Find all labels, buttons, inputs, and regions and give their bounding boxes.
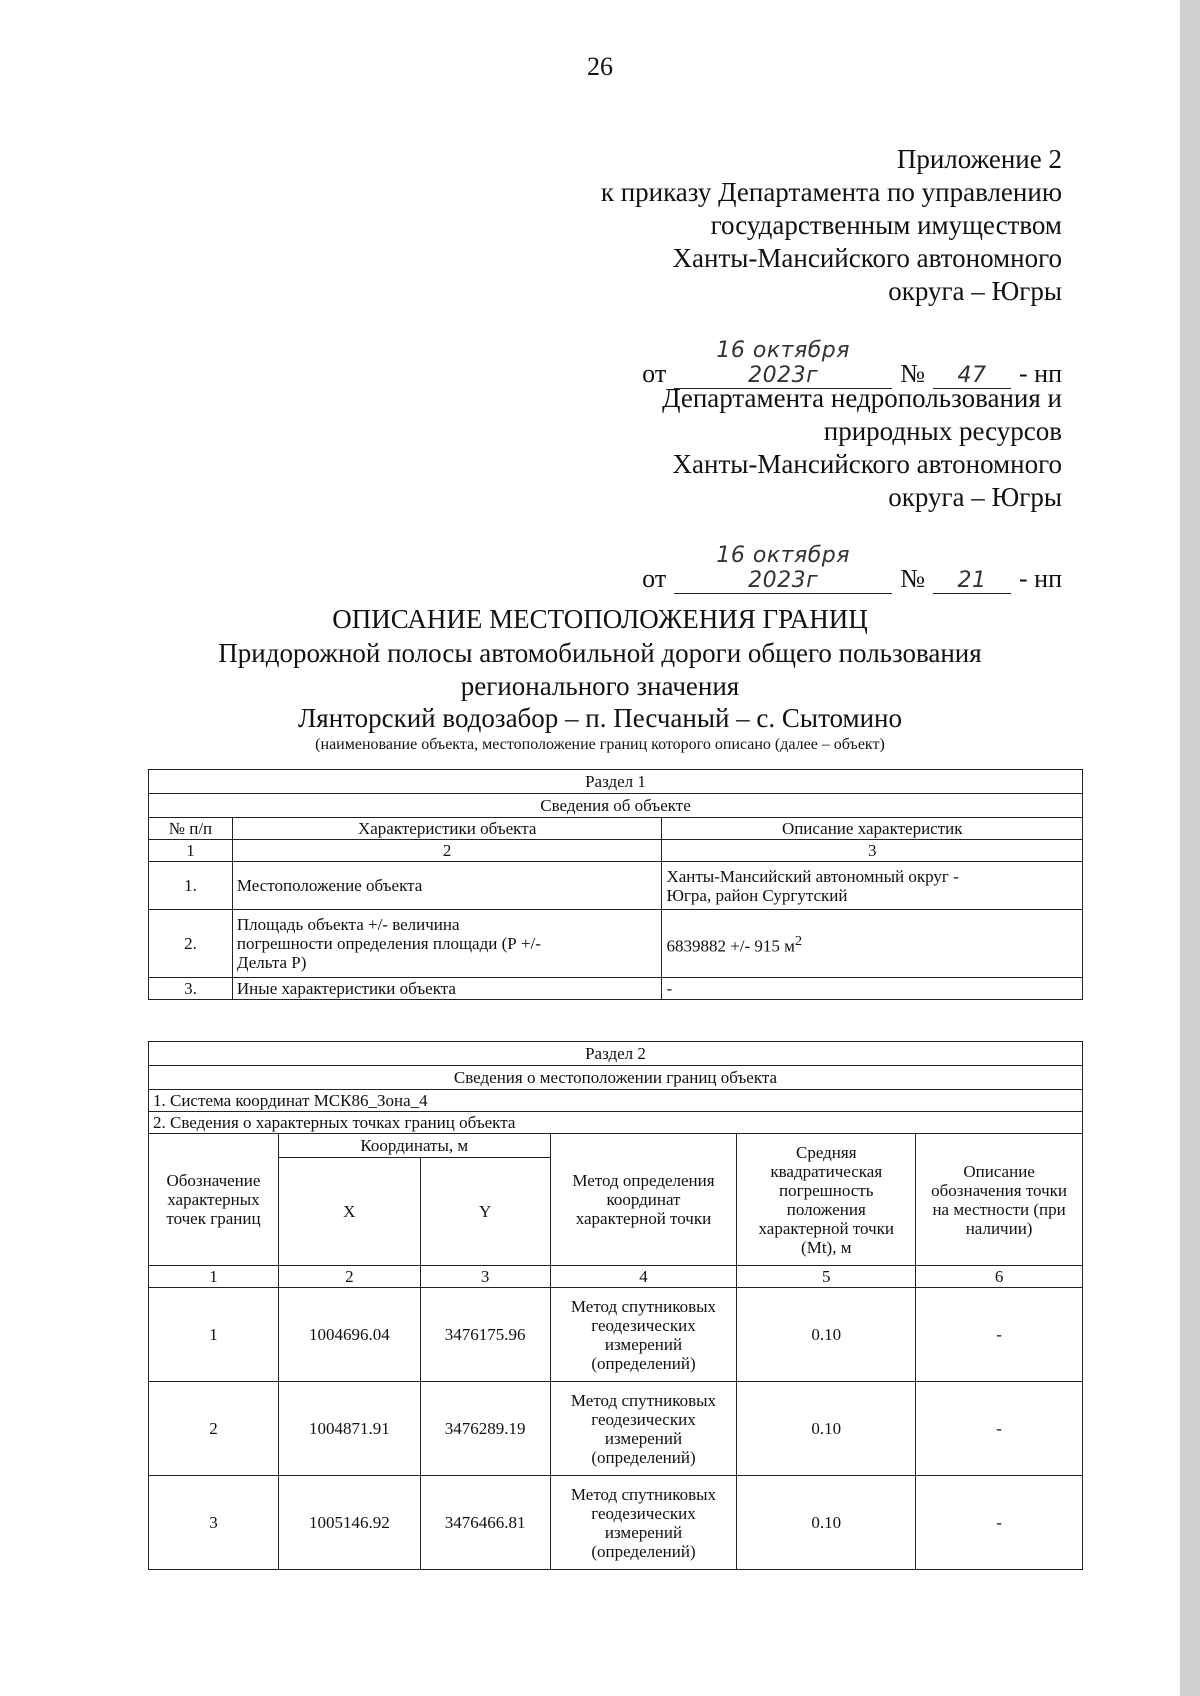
column-number: 6 [916,1266,1083,1288]
page-number: 26 [587,52,613,81]
column-number: 4 [550,1266,737,1288]
method-cell [550,1382,737,1476]
coordinate-system: 1. Система координат МСК86_Зона_4 [149,1090,1083,1112]
characteristic-name: Местоположение объекта [232,862,662,910]
characteristic-description [662,910,1083,978]
object-title: Придорожной полосы автомобильной дороги общего пользования [218,638,982,668]
method-line: Метод спутниковых [570,1390,717,1410]
department-line: округа – Югры [888,482,1062,512]
object-title: регионального значения [460,671,740,701]
header-line: точек границ [166,1209,261,1228]
method-cell [550,1288,737,1382]
method-line: Метод спутниковых [570,1484,717,1504]
mean-square-error: 0.10 [737,1382,916,1476]
appendix-line: государственным имуществом [710,210,1062,240]
name-line: Дельта Р) [236,953,307,972]
coordinate-y: 3476466.81 [420,1476,550,1570]
header-point-description [916,1134,1083,1266]
method-line: (определений) [591,1353,696,1373]
characteristic-name: Иные характеристики объекта [232,978,662,1000]
column-header: Характеристики объекта [232,818,662,840]
header-coordinates: Координаты, м [278,1134,550,1158]
table-row [149,978,1083,1000]
column-number: 1 [149,840,233,862]
department-line: Департамента недропользования и [662,383,1062,413]
point-id: 2 [149,1382,279,1476]
characteristic-description [662,862,1083,910]
appendix-header [601,143,1062,308]
method-line: геодезических [591,1409,696,1429]
coordinate-y: 3476175.96 [420,1288,550,1382]
method-line: измерений [604,1428,683,1448]
method-line: геодезических [591,1315,696,1335]
header-line: наличии) [965,1218,1033,1238]
method-line: измерений [604,1334,683,1354]
section-title: Раздел 2 [149,1042,1083,1066]
coordinate-x: 1004871.91 [278,1382,420,1476]
section-title: Раздел 1 [149,770,1083,794]
order-prefix: от [642,564,667,593]
area-value: 6839882 +/- 915 м [666,936,795,956]
point-id: 1 [149,1288,279,1382]
order-date-handwritten: 16 октября 2023г [674,338,892,389]
header-line: на местности (при [932,1199,1066,1219]
header-x: X [278,1158,420,1266]
description-line: Ханты-Мансийский автономный округ - [666,866,959,886]
column-header: Описание характеристик [662,818,1083,840]
document-title: ОПИСАНИЕ МЕСТОПОЛОЖЕНИЯ ГРАНИЦ [332,604,868,634]
coordinate-x: 1005146.92 [278,1476,420,1570]
column-number: 2 [278,1266,420,1288]
order-suffix: - нп [1019,564,1062,593]
points-title: 2. Сведения о характерных точках границ объекта [149,1112,1083,1134]
method-line: (определений) [591,1541,696,1561]
column-number: 3 [420,1266,550,1288]
column-number: 5 [737,1266,916,1288]
name-line: Площадь объекта +/- величина [236,915,460,934]
row-number: 1. [149,862,233,910]
appendix-line: Ханты-Мансийского автономного [672,243,1062,273]
area-unit-superscript: 2 [794,932,803,949]
header-line: характерных [167,1190,260,1209]
method-line: измерений [604,1522,683,1542]
table-row [149,1382,1083,1476]
header-line: координат [606,1190,681,1209]
row-number: 2. [149,910,233,978]
department-line: Ханты-Мансийского автономного [672,449,1062,479]
column-header: № п/п [149,818,233,840]
method-line: (определений) [591,1447,696,1467]
header-line: квадратическая [770,1161,883,1181]
table-row [149,862,1083,910]
order-num-label: № [900,359,925,388]
order-number-handwritten: 21 [933,568,1011,594]
table-row [149,1476,1083,1570]
row-number: 3. [149,978,233,1000]
column-number: 3 [662,840,1083,862]
mean-square-error: 0.10 [737,1288,916,1382]
appendix-line: к приказу Департамента по управлению [600,177,1062,207]
object-caption: (наименование объекта, местоположение границ которого описано (далее – объект) [315,736,885,753]
table-row [149,1288,1083,1382]
appendix-line: Приложение 2 [896,144,1062,174]
point-description: - [916,1382,1083,1476]
order-suffix: - нп [1019,359,1062,388]
section-1-table [148,769,1083,1000]
header-y: Y [420,1158,550,1266]
header-point-designation [149,1134,279,1266]
point-description: - [916,1288,1083,1382]
point-id: 3 [149,1476,279,1570]
header-line: характерной точки [758,1218,895,1238]
method-line: геодезических [591,1503,696,1523]
header-line: обозначения точки [931,1180,1068,1200]
header-line: Обозначение [166,1171,261,1190]
column-number: 2 [232,840,662,862]
mean-square-error: 0.10 [737,1476,916,1570]
point-description: - [916,1476,1083,1570]
page-edge-shadow [1180,0,1200,1696]
order-date-handwritten: 16 октября 2023г [674,543,892,594]
coordinate-y: 3476289.19 [420,1382,550,1476]
header-line: положения [786,1199,866,1219]
method-line: Метод спутниковых [570,1296,717,1316]
characteristic-name [232,910,662,978]
header-line: Средняя [795,1142,857,1162]
section-2-table [148,1041,1083,1570]
header-line: погрешность [779,1180,874,1200]
header-line: характерной точки [575,1209,712,1228]
department-2-header [662,382,1062,514]
header-method [550,1134,737,1266]
order-reference-2 [642,543,1062,594]
coordinate-x: 1004696.04 [278,1288,420,1382]
section-subtitle: Сведения об объекте [149,794,1083,818]
header-line: Описание [963,1161,1035,1181]
order-number-handwritten: 47 [933,363,1011,389]
department-line: природных ресурсов [823,416,1062,446]
column-number: 1 [149,1266,279,1288]
name-line: погрешности определения площади (Р +/- [236,934,541,953]
characteristic-description: - [662,978,1083,1000]
description-line: Югра, район Сургутский [666,885,848,905]
header-mean-square-error [737,1134,916,1266]
header-line: Метод определения [572,1171,715,1190]
order-prefix: от [642,359,667,388]
table-row [149,910,1083,978]
method-cell [550,1476,737,1570]
order-num-label: № [900,564,925,593]
object-name: Лянторский водозабор – п. Песчаный – с. Сытомино [298,703,902,733]
appendix-line: округа – Югры [888,276,1062,306]
section-subtitle: Сведения о местоположении границ объекта [149,1066,1083,1090]
header-line: (Mt), м [801,1237,852,1257]
